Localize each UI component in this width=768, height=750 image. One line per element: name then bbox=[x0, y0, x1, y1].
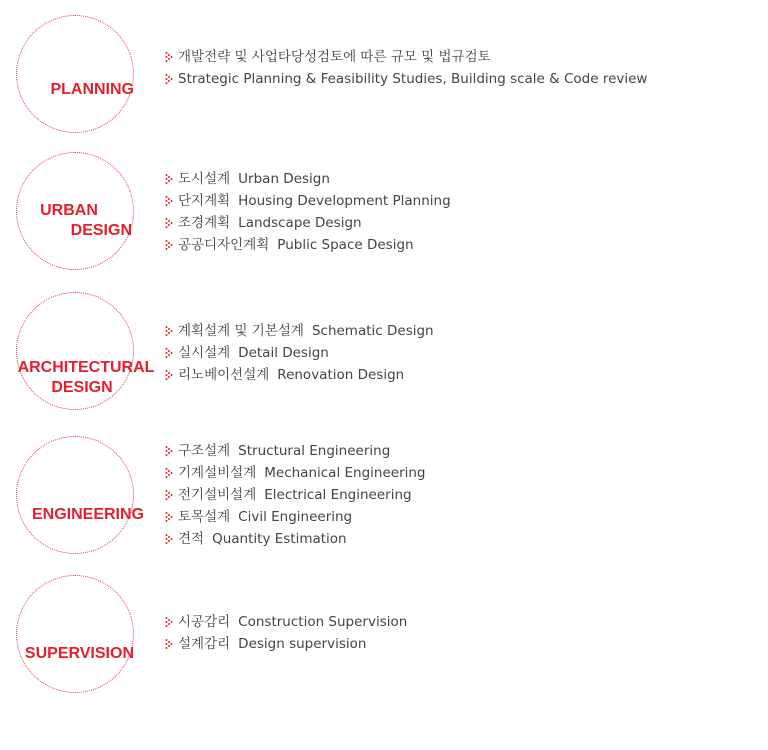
list-item bbox=[165, 190, 451, 212]
list-item bbox=[165, 364, 434, 386]
engineering-circle bbox=[16, 436, 134, 554]
item-text-en: Housing Development Planning bbox=[238, 193, 451, 209]
chevron-right-dotted-icon bbox=[165, 325, 175, 337]
item-text-en: Landscape Design bbox=[238, 215, 362, 231]
item-text-ko: 실시설계 bbox=[178, 345, 231, 361]
list-item bbox=[165, 506, 426, 528]
supervision-title: SUPERVISION bbox=[24, 645, 134, 662]
list-item bbox=[165, 484, 426, 506]
item-text-ko: 시공감리 bbox=[178, 614, 231, 630]
item-text-ko: 단지계획 bbox=[178, 193, 231, 209]
list-item bbox=[165, 611, 407, 633]
chevron-right-dotted-icon bbox=[165, 195, 175, 207]
item-text-en: Strategic Planning & Feasibility Studies, Building scale & Code review bbox=[178, 71, 648, 87]
chevron-right-dotted-icon bbox=[165, 347, 175, 359]
chevron-right-dotted-icon bbox=[165, 533, 175, 545]
item-text-en: Schematic Design bbox=[311, 323, 434, 339]
chevron-right-dotted-icon bbox=[165, 369, 175, 381]
list-item bbox=[165, 168, 451, 190]
architectural-design-list bbox=[165, 320, 434, 386]
chevron-right-dotted-icon bbox=[165, 616, 175, 628]
item-text-en: Detail Design bbox=[238, 345, 329, 361]
chevron-right-dotted-icon bbox=[165, 467, 175, 479]
supervision-list bbox=[165, 611, 407, 655]
item-text-ko: 도시설계 bbox=[178, 171, 231, 187]
item-text-en: Civil Engineering bbox=[238, 509, 353, 525]
item-text-ko: 리노베이션설계 bbox=[178, 367, 270, 383]
item-text-en: Construction Supervision bbox=[238, 614, 408, 630]
chevron-right-dotted-icon bbox=[165, 173, 175, 185]
item-text-en: Electrical Engineering bbox=[264, 487, 412, 503]
list-item bbox=[165, 212, 451, 234]
list-item bbox=[165, 440, 426, 462]
chevron-right-dotted-icon bbox=[165, 511, 175, 523]
engineering-list bbox=[165, 440, 426, 550]
list-item bbox=[165, 528, 426, 550]
item-text-ko: 구조설계 bbox=[178, 443, 231, 459]
item-text-ko: 기계설비설계 bbox=[178, 465, 257, 481]
chevron-right-dotted-icon bbox=[165, 239, 175, 251]
planning-circle bbox=[16, 15, 134, 133]
item-text-en: Mechanical Engineering bbox=[264, 465, 426, 481]
chevron-right-dotted-icon bbox=[165, 445, 175, 457]
list-item bbox=[165, 342, 434, 364]
list-item bbox=[165, 320, 434, 342]
chevron-right-dotted-icon bbox=[165, 489, 175, 501]
item-text-en: Design supervision bbox=[238, 636, 367, 652]
item-text-en: Structural Engineering bbox=[238, 443, 391, 459]
item-text-ko: 공공디자인계획 bbox=[178, 237, 270, 253]
architectural-design-title: ARCHITECTURAL DESIGN bbox=[17, 359, 155, 396]
urban-design-list bbox=[165, 168, 451, 256]
list-item bbox=[165, 46, 647, 68]
item-text-ko: 개발전략 및 사업타당성검토에 따른 규모 및 법규검토 bbox=[178, 49, 491, 65]
item-text-ko: 조경계획 bbox=[178, 215, 231, 231]
planning-title: PLANNING bbox=[50, 81, 134, 98]
item-text-en: Renovation Design bbox=[277, 367, 405, 383]
chevron-right-dotted-icon bbox=[165, 73, 175, 85]
item-text-ko: 견적 bbox=[178, 531, 205, 547]
item-text-en: Urban Design bbox=[238, 171, 330, 187]
item-text-ko: 토목설계 bbox=[178, 509, 231, 525]
chevron-right-dotted-icon bbox=[165, 638, 175, 650]
chevron-right-dotted-icon bbox=[165, 51, 175, 63]
item-text-en: Public Space Design bbox=[277, 237, 414, 253]
item-text-ko: 설계감리 bbox=[178, 636, 231, 652]
list-item bbox=[165, 68, 647, 90]
list-item bbox=[165, 234, 451, 256]
list-item bbox=[165, 633, 407, 655]
item-text-en: Quantity Estimation bbox=[212, 531, 347, 547]
engineering-title: ENGINEERING bbox=[31, 506, 144, 523]
supervision-circle bbox=[16, 575, 134, 693]
item-text-ko: 계획설계 및 기본설계 bbox=[178, 323, 304, 339]
list-item bbox=[165, 462, 426, 484]
item-text-ko: 전기설비설계 bbox=[178, 487, 257, 503]
chevron-right-dotted-icon bbox=[165, 217, 175, 229]
planning-list bbox=[165, 46, 647, 90]
urban-design-title: URBAN DESIGN bbox=[40, 202, 132, 239]
